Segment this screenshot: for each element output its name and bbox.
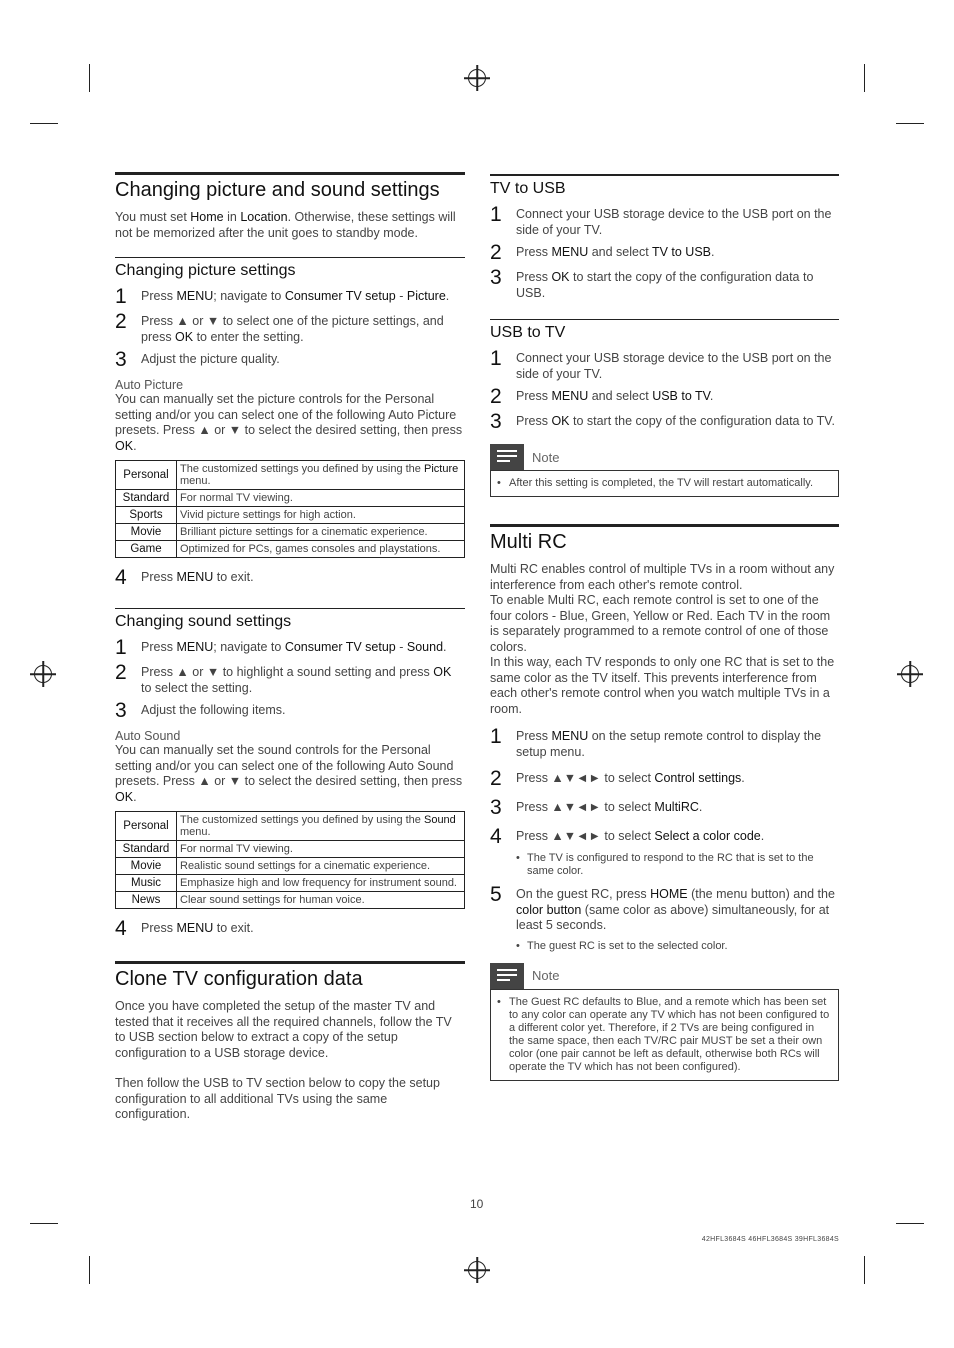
auto-picture-paragraph: You can manually set the picture controls for the Personal setting and/or you can select one of the following Auto Picture presets. Press ▲ or ▼ to select the desired setting, then press OK. <box>115 392 463 453</box>
crop-mark <box>89 1256 90 1284</box>
note-label: Note <box>532 449 560 465</box>
multirc-step-5: 5 On the guest RC, press HOME (the menu button) and the color button (same color as above) simultaneously, for at least 5 seconds. <box>490 883 835 932</box>
table-row: Movie Realistic sound settings for a cinematic experience. <box>116 858 465 875</box>
left-column <box>115 172 465 1123</box>
registration-mark-icon <box>468 69 486 87</box>
page-number: 10 <box>470 1197 484 1211</box>
usbtotv-step-3: 3 Press OK to start the copy of the configuration data to TV. <box>490 410 835 433</box>
sound-step-1: 1 Press MENU; navigate to Consumer TV setup - Sound. <box>115 636 447 659</box>
registration-mark-icon <box>34 665 52 683</box>
clone-paragraph-2: Then follow the USB to TV section below to copy the setup configuration to all additional TVs using the same configuration. <box>115 1076 440 1121</box>
table-row: Movie Brilliant picture settings for a cinematic experience. <box>116 524 465 541</box>
note-label: Note <box>532 968 560 983</box>
multirc-paragraph-1: Multi RC enables control of multiple TVs in a room without any interference from each other's remote control. <box>490 562 835 592</box>
crop-mark <box>30 1223 58 1224</box>
usbtotv-step-1: 1 Connect your USB storage device to the USB port on the side of your TV. <box>490 347 832 381</box>
multirc-step-4-bullet: • The TV is configured to respond to the RC that is set to the same color. <box>490 852 839 878</box>
auto-sound-paragraph: You can manually set the sound controls for the Personal setting and/or you can select one of the following Auto Sound presets. Press ▲ or ▼ to select the desired setting, then press OK. <box>115 743 463 804</box>
crop-mark <box>896 1223 924 1224</box>
sound-step-4: 4 Press MENU to exit. <box>115 917 254 940</box>
multirc-note <box>490 963 839 1081</box>
registration-mark-icon <box>468 1261 486 1279</box>
crop-mark <box>896 123 924 124</box>
crop-mark <box>30 123 58 124</box>
subsection-title-tv-to-usb: TV to USB <box>490 174 839 198</box>
note-icon <box>490 444 524 470</box>
picture-step-3: 3 Adjust the picture quality. <box>115 348 280 371</box>
right-column <box>490 174 839 1081</box>
note-text: • The Guest RC defaults to Blue, and a remote which has been set to any color can operate any TV which has not been configured to a different color yet. Therefore, if 2 TVs are being configured in the same space, then each TV/RC pair MUST be set a their own color (one pair cannot be left as default, otherwise both RCs will operate the TV which has not been configured). <box>490 989 839 1081</box>
multirc-step-1: 1 Press MENU on the setup remote control to display the setup menu. <box>490 725 822 759</box>
picture-step-1: 1 Press MENU; navigate to Consumer TV setup - Picture. <box>115 285 450 308</box>
section-title-multi-rc: Multi RC <box>490 524 839 554</box>
table-row: Sports Vivid picture settings for high action. <box>116 507 465 524</box>
section-title-clone: Clone TV configuration data <box>115 961 465 991</box>
picture-presets-table <box>115 460 465 558</box>
table-row: Music Emphasize high and low frequency for instrument sound. <box>116 875 465 892</box>
subsection-title-sound: Changing sound settings <box>115 608 465 631</box>
multirc-step-2: 2 Press ▲▼◄► to select Control settings. <box>490 767 745 790</box>
table-row: News Clear sound settings for human voice. <box>116 892 465 909</box>
sound-step-3: 3 Adjust the following items. <box>115 699 286 722</box>
section-title-picture-sound: Changing picture and sound settings <box>115 172 465 202</box>
tvtousb-step-2: 2 Press MENU and select TV to USB. <box>490 241 715 264</box>
clone-paragraph-1: Once you have completed the setup of the master TV and tested that it receives all the required channels, follow the TV to USB section below to extract a copy of the setup configuration to a USB storage device. <box>115 999 452 1060</box>
tvtousb-step-3: 3 Press OK to start the copy of the configuration data to USB. <box>490 266 814 300</box>
subsection-title-picture: Changing picture settings <box>115 257 465 280</box>
usbtotv-step-2: 2 Press MENU and select USB to TV. <box>490 385 714 408</box>
picture-step-2: 2 Press ▲ or ▼ to select one of the picture settings, and press OK to enter the setting. <box>115 310 444 344</box>
auto-sound-title: Auto Sound <box>115 729 181 743</box>
table-row: Standard For normal TV viewing. <box>116 490 465 507</box>
intro-paragraph: You must set Home in Location. Otherwise, these settings will not be memorized after the unit goes to standby mode. <box>115 210 456 240</box>
picture-step-4: 4 Press MENU to exit. <box>115 566 254 589</box>
crop-mark <box>864 64 865 92</box>
multirc-paragraph-2: To enable Multi RC, each remote control is set to one of the four colors - Blue, Green, Yellow or Red. Each TV in the room is separately programmed to a remote control of one of those colors. <box>490 593 831 654</box>
multirc-step-5-bullet: • The guest RC is set to the selected color. <box>490 940 839 953</box>
subsection-title-usb-to-tv: USB to TV <box>490 319 839 342</box>
multirc-paragraph-3: In this way, each TV responds to only one RC that is set to the same color as the TV itself. This prevents interference from each other's remote control when you watch multiple TVs in a room. <box>490 655 835 716</box>
crop-mark <box>864 1256 865 1284</box>
note-icon <box>490 963 524 989</box>
model-numbers: 42HFL3684S 46HFL3684S 39HFL3684S <box>701 1236 839 1243</box>
usbtotv-note <box>490 444 839 497</box>
tvtousb-step-1: 1 Connect your USB storage device to the USB port on the side of your TV. <box>490 203 832 237</box>
sound-presets-table <box>115 811 465 909</box>
note-text: • After this setting is completed, the TV will restart automatically. <box>490 470 839 497</box>
table-row: Personal The customized settings you defined by using the Sound menu. <box>116 812 465 841</box>
multirc-step-3: 3 Press ▲▼◄► to select MultiRC. <box>490 796 703 819</box>
registration-mark-icon <box>901 665 919 683</box>
multirc-step-4: 4 Press ▲▼◄► to select Select a color code. <box>490 825 765 848</box>
table-row: Standard For normal TV viewing. <box>116 841 465 858</box>
table-row: Game Optimized for PCs, games consoles and playstations. <box>116 541 465 558</box>
table-row: Personal The customized settings you defined by using the Picture menu. <box>116 461 465 490</box>
auto-picture-title: Auto Picture <box>115 378 184 392</box>
sound-step-2: 2 Press ▲ or ▼ to highlight a sound setting and press OK to select the setting. <box>115 661 452 695</box>
crop-mark <box>89 64 90 92</box>
